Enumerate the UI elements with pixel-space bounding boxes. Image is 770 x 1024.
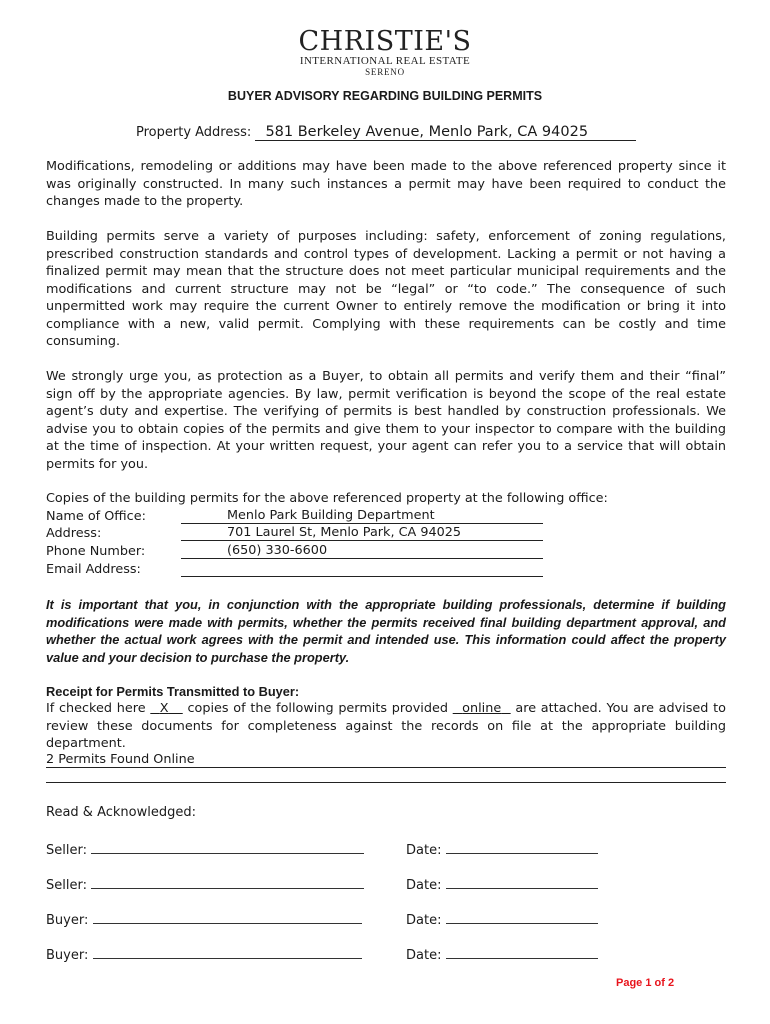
seller-signature-2-label: Seller: xyxy=(46,878,87,893)
seller-signature-1 xyxy=(46,840,364,858)
receipt-provided-value: online xyxy=(462,701,502,716)
receipt-text-1: If checked here xyxy=(46,701,146,716)
buyer-date-1-label: Date: xyxy=(406,913,442,928)
permits-found-line xyxy=(46,752,726,768)
important-notice: It is important that you, in conjunction with the appropriate building professionals, determine if building modifications were made with permits, whether the permits received final building department approval, and whether the actual work agrees with the permit and intended use. This information could affect the property value and your decision to purchase the property. xyxy=(46,597,726,665)
buyer-date-2-blank xyxy=(446,945,598,959)
seller-signature-2 xyxy=(46,875,364,893)
seller-signature-1-label: Seller: xyxy=(46,843,87,858)
buyer-date-2-label: Date: xyxy=(406,948,442,963)
paragraph-intro: Modifications, remodeling or additions may have been made to the above referenced property since it was originally constructed. In many such instances a permit may have been required to conduct the changes made to the property. xyxy=(46,159,726,209)
page-number: Page 1 of 2 xyxy=(616,977,675,989)
buyer-signature-1-label: Buyer: xyxy=(46,913,89,928)
buyer-signature-1-blank xyxy=(93,910,362,924)
office-phone-label: Phone Number: xyxy=(46,544,146,559)
buyer-date-1-blank xyxy=(446,910,598,924)
buyer-signature-2 xyxy=(46,945,362,963)
seller-date-2-label: Date: xyxy=(406,878,442,893)
logo-name: CHRISTIE'S xyxy=(298,26,472,57)
permits-found-text: 2 Permits Found Online xyxy=(46,752,195,767)
receipt-text-2: copies of the following permits provided xyxy=(187,701,448,716)
receipt-text-3: are attached. You are advised to review these documents for completeness against the records on file at the appropriate building department. xyxy=(46,701,726,751)
office-intro: Copies of the building permits for the above referenced property at the following office: xyxy=(46,491,608,506)
property-address-line xyxy=(136,124,636,141)
paragraph-advice: We strongly urge you, as protection as a Buyer, to obtain all permits and verify them and their “final” sign off by the appropriate agencies. By law, permit verification is beyond the scope of the real estate agent’s duty and expertise. The verifying of permits is best handled by construction professionals. We advise you to obtain copies of the permits and give them to your inspector to compare with the building at the time of inspection. At your written request, your agent can refer you to a service that will obtain permits for you. xyxy=(46,369,726,472)
office-email-value xyxy=(181,561,543,577)
office-name-value: Menlo Park Building Department xyxy=(181,508,543,524)
logo-office: SERENO xyxy=(365,67,405,77)
seller-date-1 xyxy=(406,840,598,858)
office-address-label: Address: xyxy=(46,526,102,541)
office-phone-value: (650) 330-6600 xyxy=(181,543,543,559)
office-phone-row xyxy=(46,543,543,560)
office-email-row xyxy=(46,561,543,578)
buyer-signature-1 xyxy=(46,910,362,928)
seller-date-2-blank xyxy=(446,875,598,889)
acknowledged-heading: Read & Acknowledged: xyxy=(46,805,196,820)
paragraph-permits-purpose: Building permits serve a variety of purposes including: safety, enforcement of zoning regulations, prescribed construction standards and control types of development. Lacking a permit or not having a finalized permit may mean that the structure does not meet particular municipal requirements and the modifications and current structure may not be “legal” or “to code.” The consequence of such unpermitted work may require the current Owner to entirely remove the modification or bring it into compliance with a new, valid permit. Complying with these requirements can be costly and time consuming. xyxy=(46,229,726,349)
seller-date-1-label: Date: xyxy=(406,843,442,858)
company-logo xyxy=(0,28,770,77)
buyer-date-2 xyxy=(406,945,598,963)
seller-date-1-blank xyxy=(446,840,598,854)
office-name-row xyxy=(46,508,543,525)
receipt-heading: Receipt for Permits Transmitted to Buyer: xyxy=(46,684,300,699)
logo-subtitle: INTERNATIONAL REAL ESTATE xyxy=(299,55,471,67)
buyer-date-1 xyxy=(406,910,598,928)
office-address-value: 701 Laurel St, Menlo Park, CA 94025 xyxy=(181,525,543,541)
buyer-signature-2-label: Buyer: xyxy=(46,948,89,963)
seller-signature-2-blank xyxy=(91,875,364,889)
receipt-text xyxy=(46,700,726,753)
property-address-label: Property Address: xyxy=(136,125,252,140)
seller-signature-1-blank xyxy=(91,840,364,854)
property-address-value: 581 Berkeley Avenue, Menlo Park, CA 94025 xyxy=(255,124,636,141)
document-title: BUYER ADVISORY REGARDING BUILDING PERMITS xyxy=(227,89,543,103)
seller-date-2 xyxy=(406,875,598,893)
office-address-row xyxy=(46,525,543,542)
permits-blank-line xyxy=(46,770,726,783)
office-name-label: Name of Office: xyxy=(46,509,146,524)
receipt-check-mark: X xyxy=(159,701,169,716)
buyer-signature-2-blank xyxy=(93,945,362,959)
office-email-label: Email Address: xyxy=(46,562,141,577)
